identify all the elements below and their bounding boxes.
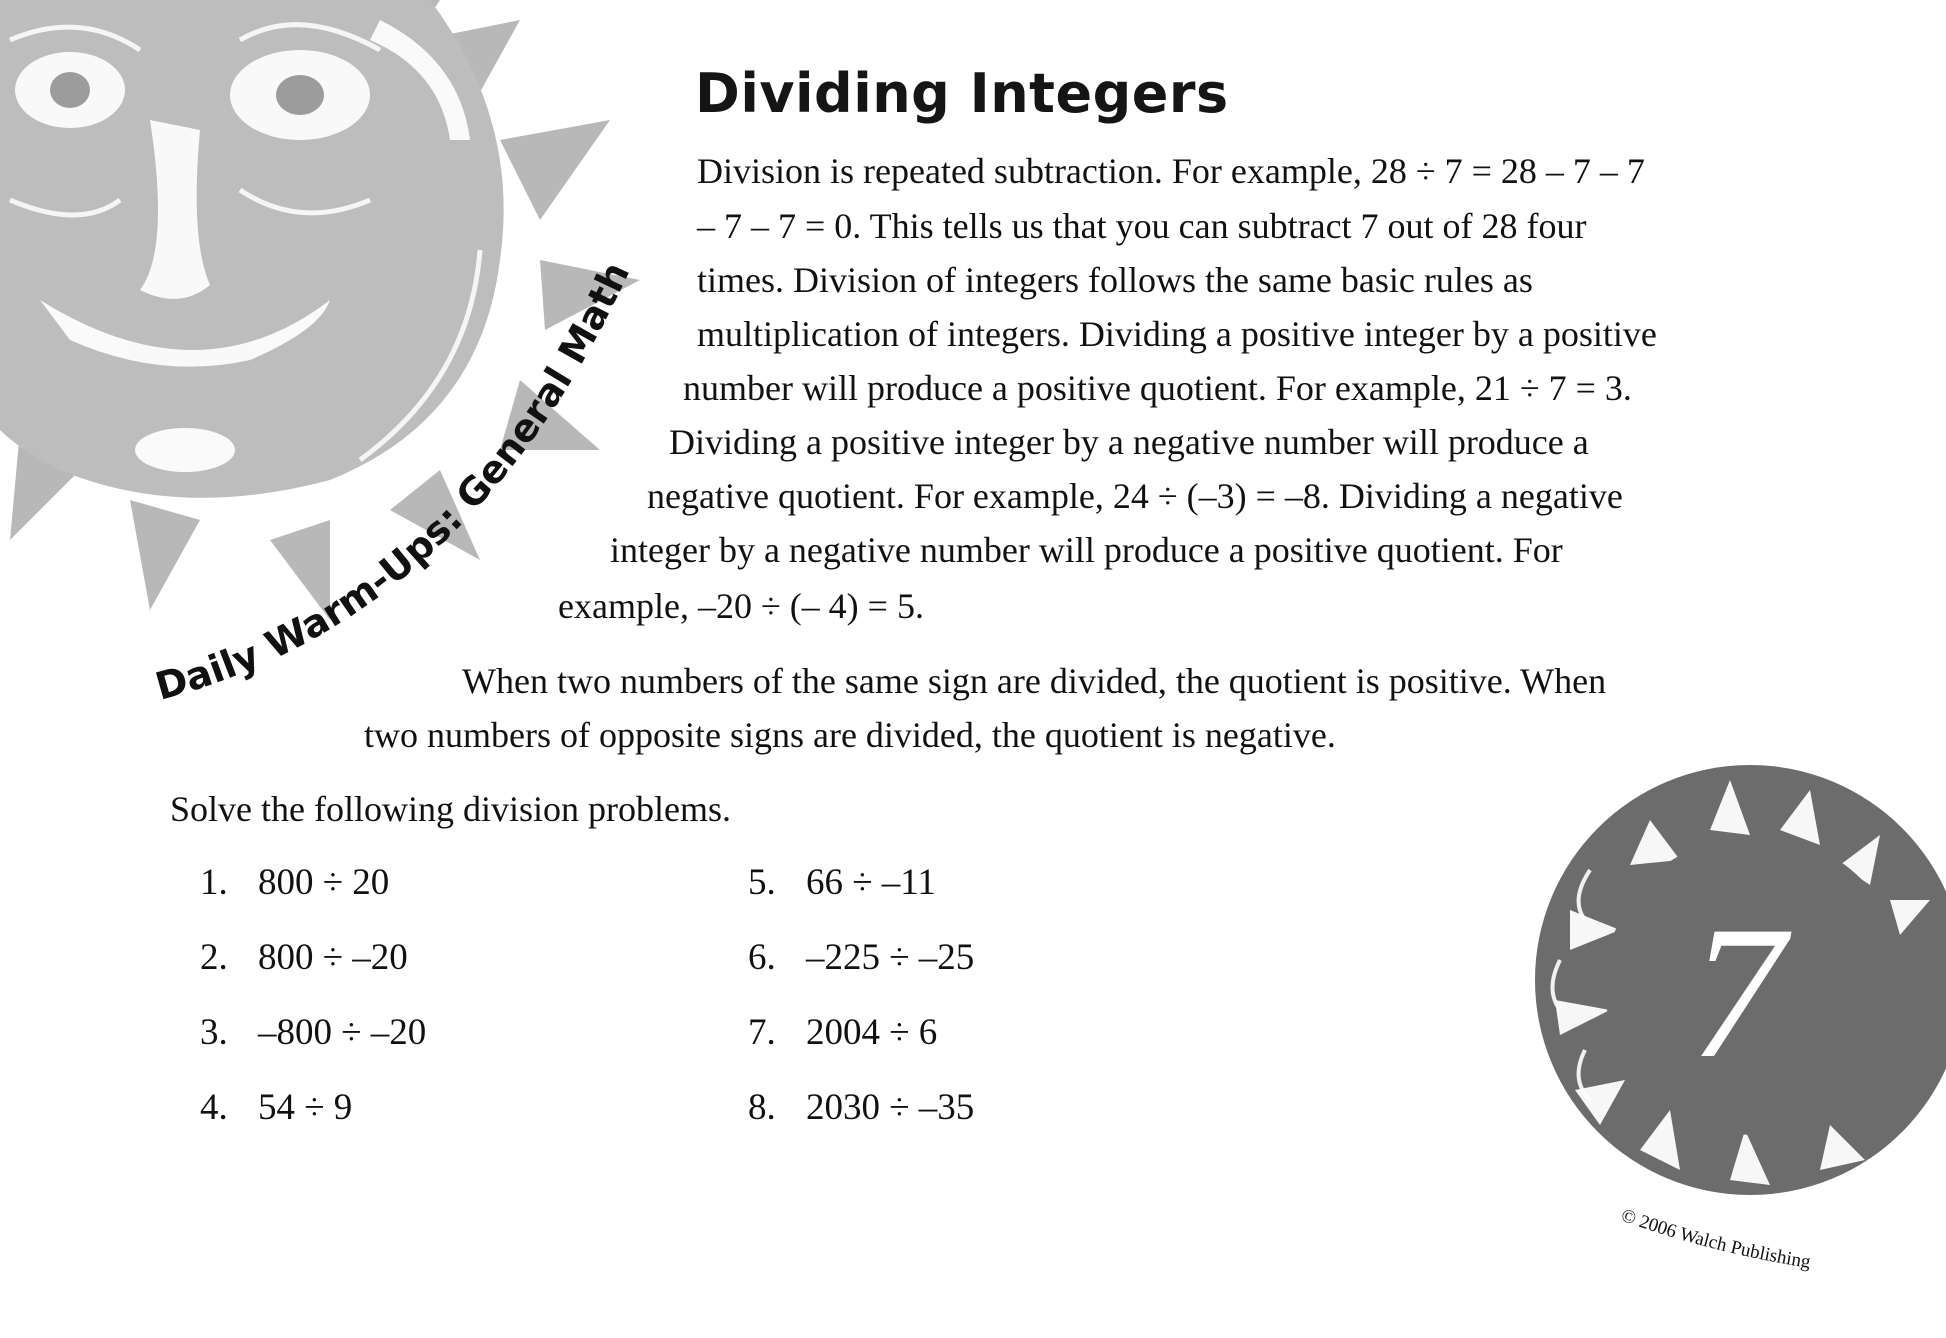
page-title: Dividing Integers xyxy=(695,62,1229,125)
rule-line: When two numbers of the same sign are divided, the quotient is positive. When xyxy=(462,661,1607,701)
problem-number: 1. xyxy=(200,862,228,903)
problem-expression: –225 ÷ –25 xyxy=(806,937,975,978)
intro-line: times. Division of integers follows the same basic rules as xyxy=(697,260,1533,300)
problem-expression: 54 ÷ 9 xyxy=(258,1087,353,1128)
intro-line: integer by a negative number will produce a positive quotient. For xyxy=(610,530,1563,570)
intro-line: negative quotient. For example, 24 ÷ (–3) = –8. Dividing a negative xyxy=(647,476,1623,516)
intro-line: Division is repeated subtraction. For example, 28 ÷ 7 = 28 – 7 – 7 xyxy=(697,151,1645,191)
svg-text:Daily Warm-Ups: General Math xyxy=(151,255,639,709)
problem-expression: 2004 ÷ 6 xyxy=(806,1012,938,1053)
problem-number: 3. xyxy=(200,1012,228,1053)
problem-number: 4. xyxy=(200,1087,228,1128)
problem-item xyxy=(200,939,408,976)
problem-number: 6. xyxy=(748,937,776,978)
problem-item xyxy=(200,1014,426,1051)
series-title-text: Daily Warm-Ups: General Math xyxy=(150,255,639,709)
intro-line: example, –20 ÷ (– 4) = 5. xyxy=(558,586,924,626)
problem-number: 8. xyxy=(748,1087,776,1128)
svg-text:© 2006 Walch Publishing xyxy=(1618,1205,1812,1273)
problem-number: 7. xyxy=(748,1012,776,1053)
copyright-text: © 2006 Walch Publishing xyxy=(1618,1204,1813,1273)
page-number: 7 xyxy=(1690,888,1785,1098)
problem-expression: 800 ÷ –20 xyxy=(258,937,408,978)
problem-number: 2. xyxy=(200,937,228,978)
instructions: Solve the following division problems. xyxy=(170,789,731,829)
problem-item xyxy=(200,864,389,901)
intro-line: – 7 – 7 = 0. This tells us that you can subtract 7 out of 28 four xyxy=(697,206,1587,246)
problem-number: 5. xyxy=(748,862,776,903)
intro-line: number will produce a positive quotient. For example, 21 ÷ 7 = 3. xyxy=(683,368,1632,408)
problem-item xyxy=(748,939,974,976)
problem-expression: 2030 ÷ –35 xyxy=(806,1087,975,1128)
copyright-notice xyxy=(1600,1200,1946,1300)
problem-item xyxy=(748,1014,937,1051)
problem-item xyxy=(748,1089,974,1126)
problem-expression: 800 ÷ 20 xyxy=(258,862,390,903)
problem-item xyxy=(200,1089,352,1126)
problem-expression: –800 ÷ –20 xyxy=(258,1012,427,1053)
problem-item xyxy=(748,864,936,901)
rule-line: two numbers of opposite signs are divided, the quotient is negative. xyxy=(364,715,1336,755)
intro-line: Dividing a positive integer by a negative number will produce a xyxy=(669,422,1589,462)
intro-line: multiplication of integers. Dividing a positive integer by a positive xyxy=(697,314,1657,354)
problem-expression: 66 ÷ –11 xyxy=(806,862,936,903)
